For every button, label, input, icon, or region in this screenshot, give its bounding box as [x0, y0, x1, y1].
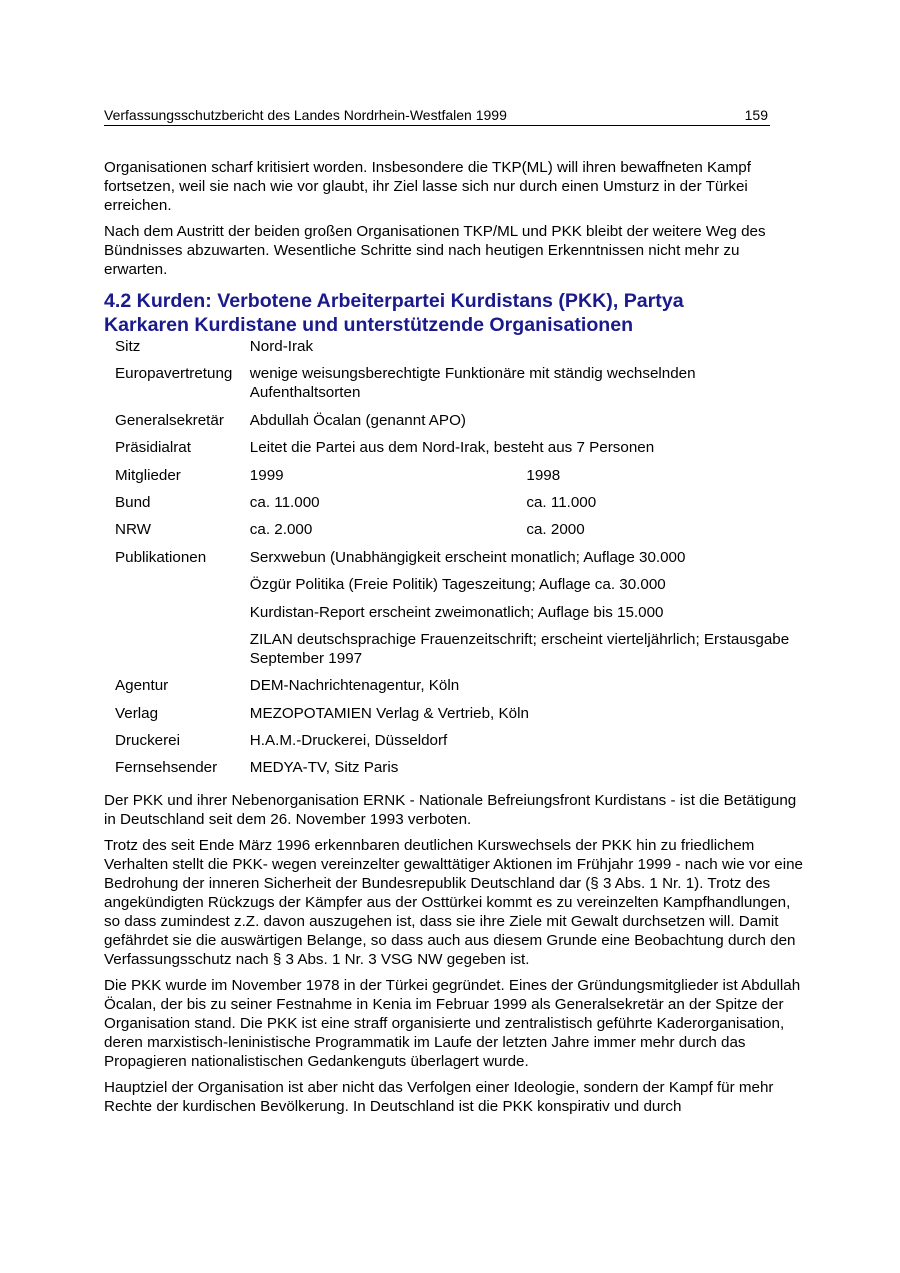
- fact-value: Kurdistan-Report erscheint zweimonatlich; Auflage bis 15.000: [249, 603, 664, 621]
- section-heading-line2: Karkaren Kurdistane und unterstützende Organisationen: [104, 314, 634, 336]
- fact-label: Fernsehsender: [115, 759, 218, 777]
- fact-value: Abdullah Öcalan (genannt APO): [249, 411, 466, 429]
- fact-label: Generalsekretär: [115, 411, 224, 429]
- fact-value: wenige weisungsberechtigte Funktionäre mit ständig wechselnden Aufenthaltsorten: [249, 365, 696, 402]
- fact-row-druckerei: [104, 731, 804, 758]
- fact-value: DEM-Nachrichtenagentur, Köln: [249, 677, 460, 695]
- fact-sheet-table: [104, 337, 804, 786]
- fact-label: Druckerei: [115, 732, 180, 750]
- page-number: 159: [744, 107, 768, 123]
- fact-label: NRW: [115, 521, 151, 539]
- fact-label: Präsidialrat: [115, 439, 191, 457]
- fact-value-1998: ca. 11.000: [526, 493, 597, 511]
- fact-value: Nord-Irak: [249, 338, 314, 355]
- fact-row-europavertretung: [104, 364, 804, 410]
- section-heading-line1: 4.2 Kurden: Verbotene Arbeiterpartei Kurdistans (PKK), Partya: [104, 290, 684, 312]
- fact-label: Verlag: [115, 704, 159, 722]
- fact-label: Publikationen: [115, 548, 207, 566]
- fact-label: Mitglieder: [115, 466, 181, 484]
- running-header: [104, 107, 770, 126]
- fact-row-praesidialrat: [104, 438, 804, 465]
- fact-value-1998: 1998: [526, 466, 561, 484]
- fact-row-publikation: [104, 575, 804, 602]
- body-paragraph-4: Hauptziel der Organisation ist aber nicht das Verfolgen einer Ideologie, sondern der Kampf für mehr Rechte der kurdischen Bevölkerung. In Deutschland ist die PKK konspirativ und durch: [104, 1078, 774, 1115]
- fact-value-1998: ca. 2000: [526, 521, 585, 539]
- fact-label: Agentur: [115, 677, 169, 695]
- body-paragraph-1: Der PKK und ihrer Nebenorganisation ERNK - Nationale Befreiungsfront Kurdistans - ist die Betätigung in Deutschland seit dem 26. November 1993 verboten.: [104, 791, 797, 828]
- fact-row-mitglieder: [104, 466, 804, 493]
- section-heading: [104, 289, 804, 337]
- fact-row-publikation: [104, 603, 804, 630]
- fact-label: Europavertretung: [115, 365, 233, 383]
- body-content: [104, 158, 804, 1123]
- fact-value: H.A.M.-Druckerei, Düsseldorf: [249, 732, 448, 750]
- fact-row-publikation: [104, 630, 804, 676]
- fact-value: Leitet die Partei aus dem Nord-Irak, besteht aus 7 Personen: [249, 439, 655, 457]
- fact-value: Serxwebun (Unabhängigkeit erscheint monatlich; Auflage 30.000: [249, 548, 686, 566]
- fact-row-publikationen: [104, 548, 804, 575]
- fact-value: Özgür Politika (Freie Politik) Tageszeitung; Auflage ca. 30.000: [249, 576, 666, 594]
- fact-value: MEDYA-TV, Sitz Paris: [249, 759, 399, 777]
- body-paragraph-3: Die PKK wurde im November 1978 in der Türkei gegründet. Eines der Gründungsmitglieder ist Abdullah Öcalan, der bis zu seiner Festnahme in Kenia im Februar 1999 als Generalsekretär an der Spitze der Organisation stand. Die PKK ist eine straff organisierte und zentralistisch geführte Kaderorganisation, deren marxistisch-leninistische Programmatik im Laufe der letzten Jahre immer mehr durch das Propagieren nationalistischen Gedankenguts überlagert wurde.: [104, 976, 801, 1070]
- fact-label: Bund: [115, 493, 151, 511]
- fact-value-1999: ca. 2.000: [249, 521, 313, 539]
- fact-value: MEZOPOTAMIEN Verlag & Vertrieb, Köln: [249, 704, 529, 722]
- fact-value-1999: 1999: [249, 466, 284, 484]
- fact-row-nrw: [104, 520, 804, 547]
- fact-row-verlag: [104, 704, 804, 731]
- body-paragraph-2: Trotz des seit Ende März 1996 erkennbaren deutlichen Kurswechsels der PKK hin zu friedlichem Verhalten stellt die PKK- wegen vereinzelter gewalttätiger Aktionen im Frühjahr 1999 - nach wie vor eine Bedrohung der inneren Sicherheit der Bundesrepublik Deutschland dar (§ 3 Abs. 1 Nr. 1). Trotz des angekündigten Rückzugs der Kämpfer aus der Osttürkei kommt es zu vereinzelten Kampfhandlungen, so dass zumindest z.Z. davon auszugehen ist, dass sie ihre Ziele mit Gewalt durchsetzen will. Damit gefährdet sie die auswärtigen Belange, so dass auch aus diesem Grunde eine Beobachtung durch den Verfassungsschutz nach § 3 Abs. 1 Nr. 3 VSG NW gegeben ist.: [104, 836, 804, 968]
- fact-row-sitz: [104, 337, 804, 364]
- intro-paragraph-2: Nach dem Austritt der beiden großen Organisationen TKP/ML und PKK bleibt der weitere Weg des Bündnisses abzuwarten. Wesentliche Schritte sind nach heutigen Erkenntnissen nicht mehr zu erwarten.: [104, 223, 766, 278]
- fact-label: Sitz: [115, 338, 141, 355]
- fact-row-fernsehsender: [104, 758, 804, 785]
- header-title: Verfassungsschutzbericht des Landes Nordrhein-Westfalen 1999: [104, 107, 507, 123]
- fact-row-agentur: [104, 676, 804, 703]
- fact-value: ZILAN deutschsprachige Frauenzeitschrift; erscheint vierteljährlich; Erstausgabe September 1997: [249, 630, 790, 667]
- fact-value-1999: ca. 11.000: [249, 493, 320, 511]
- fact-row-bund: [104, 493, 804, 520]
- intro-paragraph-1: Organisationen scharf kritisiert worden. Insbesondere die TKP(ML) will ihren bewaffneten Kampf fortsetzen, weil sie nach wie vor glaubt, ihr Ziel lasse sich nur durch einen Umsturz in der Türkei erreichen.: [104, 159, 751, 214]
- fact-row-generalsekretaer: [104, 411, 804, 438]
